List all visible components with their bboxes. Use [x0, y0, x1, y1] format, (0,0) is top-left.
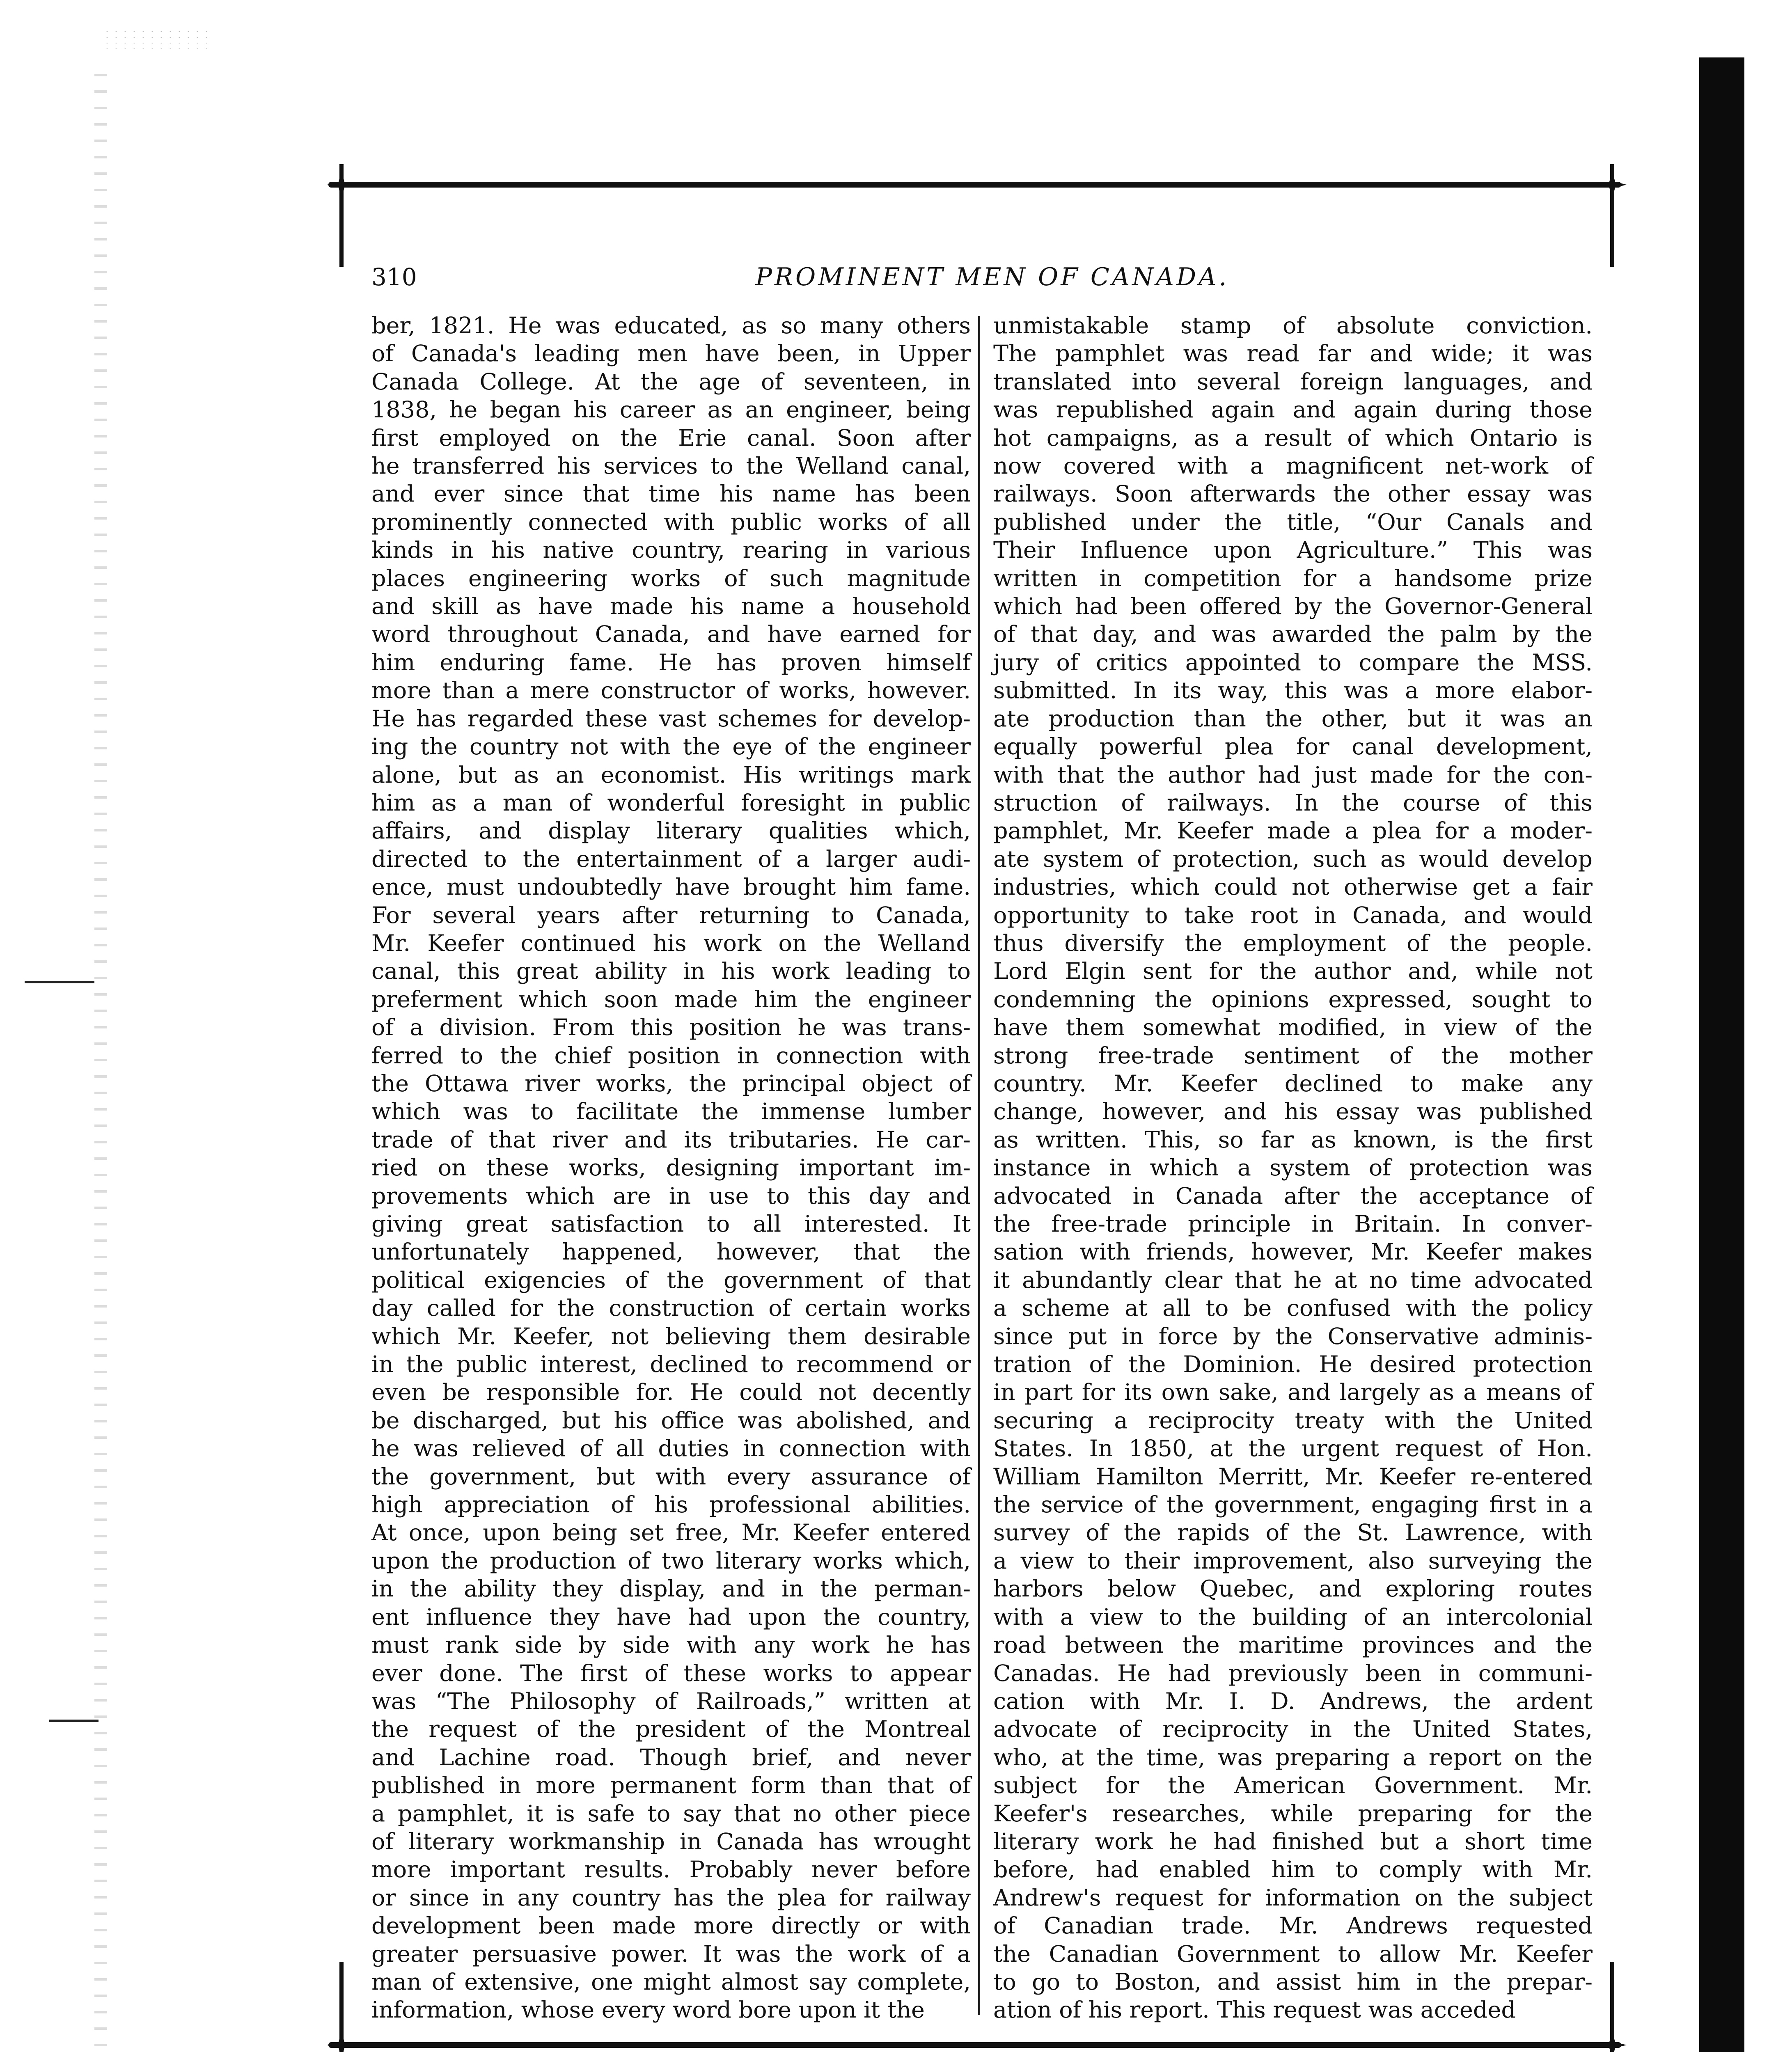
page-header [371, 259, 1613, 295]
text-line: the service of the government, engaging first in a [993, 1491, 1593, 1518]
text-line: information, whose every word bore upon it the [371, 1997, 925, 2024]
text-line: country. Mr. Keefer declined to make any [993, 1070, 1593, 1097]
text-line: condemning the opinions expressed, sought to [993, 986, 1593, 1013]
text-line: of that day, and was awarded the palm by the [993, 621, 1593, 648]
text-line: strong free-trade sentiment of the mother [993, 1042, 1593, 1069]
text-line: ate system of protection, such as would develop [993, 845, 1593, 873]
scanned-page-edge [1699, 57, 1744, 2052]
text-line: instance in which a system of protection was [993, 1154, 1593, 1182]
text-line: provements which are in use to this day and [371, 1182, 971, 1209]
scan-speckle-top-left [103, 29, 209, 53]
text-line: it abundantly clear that he at no time advocated [993, 1266, 1593, 1294]
text-line: hot campaigns, as a result of which Ontario is [993, 424, 1593, 451]
text-line: the free-trade principle in Britain. In conver- [993, 1211, 1593, 1237]
corner-ornament-top-left [327, 170, 356, 199]
text-line: which had been offered by the Governor-General [993, 593, 1593, 620]
text-line: was “The Philosophy of Railroads,” written at [371, 1688, 971, 1715]
text-line: ferred to the chief position in connection with [371, 1042, 971, 1069]
text-line: of a division. From this position he was trans- [371, 1014, 971, 1041]
text-line: opportunity to take root in Canada, and would [993, 902, 1593, 929]
text-line: as written. This, so far as known, is the first [993, 1126, 1593, 1153]
text-line: of Canada's leading men have been, in Upper [371, 340, 971, 367]
text-line: trade of that river and its tributaries. He car- [371, 1126, 971, 1153]
text-line: industries, which could not otherwise get a fair [993, 874, 1593, 901]
text-line: in part for its own sake, and largely as a means of [993, 1379, 1593, 1406]
text-line: with a view to the building of an intercolonial [993, 1603, 1593, 1631]
text-line: advocate of reciprocity in the United States, [993, 1716, 1593, 1743]
text-line: to go to Boston, and assist him in the prepar- [993, 1968, 1593, 1995]
text-line: and skill as have made his name a household [371, 593, 971, 620]
text-line: which Mr. Keefer, not believing them desirable [371, 1323, 971, 1350]
text-line: with that the author had just made for the con- [993, 761, 1593, 788]
text-line: the Canadian Government to allow Mr. Keefer [993, 1940, 1593, 1967]
text-line: tration of the Dominion. He desired protection [993, 1351, 1593, 1378]
text-line: ever done. The first of these works to appear [371, 1660, 971, 1687]
text-line: Mr. Keefer continued his work on the Welland [371, 930, 971, 957]
text-line: even be responsible for. He could not decently [371, 1379, 971, 1406]
text-line: change, however, and his essay was published [993, 1098, 1593, 1125]
text-line: the request of the president of the Montreal [371, 1716, 971, 1743]
text-line: published under the title, “Our Canals and [993, 508, 1593, 536]
text-line: high appreciation of his professional abilities. [371, 1491, 971, 1518]
text-line: upon the production of two literary works which, [371, 1547, 971, 1574]
text-line: a pamphlet, it is safe to say that no other piece [371, 1800, 971, 1827]
text-line: He has regarded these vast schemes for develop- [371, 705, 971, 732]
text-line: kinds in his native country, rearing in various [371, 537, 971, 564]
text-line: ation of his report. This request was acceded [993, 1997, 1516, 2024]
text-line: 1838, he began his career as an engineer, being [371, 396, 971, 424]
text-line: he transferred his services to the Welland canal, [371, 453, 971, 480]
text-column-right [993, 312, 1593, 2024]
text-line: man of extensive, one might almost say complete, [371, 1968, 971, 1995]
scan-speckle-left-margin [94, 74, 107, 2052]
text-line: of Canadian trade. Mr. Andrews requested [993, 1912, 1593, 1940]
text-line: ried on these works, designing important im- [371, 1154, 971, 1182]
text-line: literary work he had finished but a short time [993, 1828, 1593, 1855]
frame-bottom-rule [328, 2042, 1621, 2048]
text-line: was republished again and again during those [993, 396, 1593, 424]
text-line: published in more permanent form than that of [371, 1772, 971, 1799]
text-line: subject for the American Government. Mr. [993, 1772, 1593, 1799]
page-number: 310 [371, 263, 417, 291]
text-line: more than a mere constructor of works, however. [371, 677, 971, 704]
text-line: him as a man of wonderful foresight in public [371, 789, 971, 816]
margin-mark [25, 981, 94, 983]
text-line: a scheme at all to be confused with the policy [993, 1295, 1593, 1322]
text-line: unfortunately happened, however, that the [371, 1239, 971, 1266]
text-line: he was relieved of all duties in connection with [371, 1435, 971, 1462]
text-line: in the public interest, declined to recommend or [371, 1351, 971, 1378]
text-line: pamphlet, Mr. Keefer made a plea for a moder- [993, 818, 1593, 845]
text-line: advocated in Canada after the acceptance of [993, 1182, 1593, 1209]
text-line: At once, upon being set free, Mr. Keefer entered [371, 1519, 971, 1546]
text-line: have them somewhat modified, in view of the [993, 1014, 1593, 1041]
text-line: Canada College. At the age of seventeen, in [371, 368, 971, 395]
text-line: greater persuasive power. It was the work of a [371, 1940, 971, 1967]
text-line: unmistakable stamp of absolute conviction. [993, 312, 1593, 339]
text-line: the Ottawa river works, the principal object of [371, 1070, 971, 1097]
text-line: ate production than the other, but it was an [993, 705, 1593, 732]
text-line: the government, but with every assurance of [371, 1463, 971, 1490]
text-line: directed to the entertainment of a larger audi- [371, 845, 971, 873]
text-line: and Lachine road. Though brief, and never [371, 1744, 971, 1771]
text-line: more important results. Probably never before [371, 1856, 971, 1883]
text-line: written in competition for a handsome prize [993, 565, 1593, 592]
text-line: railways. Soon afterwards the other essay was [993, 481, 1593, 508]
corner-ornament-bottom-right [1598, 2031, 1627, 2052]
column-divider [978, 316, 980, 2015]
text-line: political exigencies of the government of that [371, 1266, 971, 1294]
text-line: prominently connected with public works of all [371, 508, 971, 536]
text-line: of literary workmanship in Canada has wrought [371, 1828, 971, 1855]
corner-ornament-bottom-left [327, 2031, 356, 2052]
text-line: who, at the time, was preparing a report on the [993, 1744, 1593, 1771]
text-line: word throughout Canada, and have earned for [371, 621, 971, 648]
text-line: cation with Mr. I. D. Andrews, the ardent [993, 1688, 1593, 1715]
margin-mark [49, 1720, 99, 1722]
text-line: States. In 1850, at the urgent request of Hon. [993, 1435, 1593, 1462]
text-line: Keefer's researches, while preparing for the [993, 1800, 1593, 1827]
text-line: a view to their improvement, also surveying the [993, 1547, 1593, 1574]
text-line: ent influence they have had upon the country, [371, 1603, 971, 1631]
text-line: Andrew's request for information on the subject [993, 1884, 1593, 1911]
text-line: or since in any country has the plea for railway [371, 1884, 971, 1911]
text-line: first employed on the Erie canal. Soon after [371, 424, 971, 451]
text-line: Their Influence upon Agriculture.” This was [993, 537, 1593, 564]
text-line: survey of the rapids of the St. Lawrence, with [993, 1519, 1593, 1546]
text-line: ence, must undoubtedly have brought him fame. [371, 874, 971, 901]
text-line: now covered with a magnificent net-work of [993, 453, 1593, 480]
text-column-left [371, 312, 971, 2024]
text-line: Lord Elgin sent for the author and, while not [993, 958, 1593, 985]
text-line: and ever since that time his name has been [371, 481, 971, 508]
text-line: securing a reciprocity treaty with the United [993, 1407, 1593, 1434]
text-line: in the ability they display, and in the perman- [371, 1576, 971, 1603]
text-line: ber, 1821. He was educated, as so many others [371, 312, 971, 339]
text-line: sation with friends, however, Mr. Keefer makes [993, 1239, 1593, 1266]
text-line: alone, but as an economist. His writings mark [371, 761, 971, 788]
text-line: submitted. In its way, this was a more elabor- [993, 677, 1593, 704]
text-line: affairs, and display literary qualities which, [371, 818, 971, 845]
text-line: must rank side by side with any work he has [371, 1632, 971, 1659]
text-line: road between the maritime provinces and the [993, 1632, 1593, 1659]
text-line: preferment which soon made him the engineer [371, 986, 971, 1013]
text-line: translated into several foreign languages, and [993, 368, 1593, 395]
text-line: William Hamilton Merritt, Mr. Keefer re-entered [993, 1463, 1593, 1490]
text-line: him enduring fame. He has proven himself [371, 649, 971, 676]
corner-ornament-top-right [1598, 170, 1627, 199]
text-line: For several years after returning to Canada, [371, 902, 971, 929]
text-line: since put in force by the Conservative adminis- [993, 1323, 1593, 1350]
text-line: Canadas. He had previously been in communi- [993, 1660, 1593, 1687]
text-line: places engineering works of such magnitude [371, 565, 971, 592]
text-line: struction of railways. In the course of this [993, 789, 1593, 816]
text-line: harbors below Quebec, and exploring routes [993, 1576, 1593, 1603]
text-line: jury of critics appointed to compare the MSS. [993, 649, 1593, 676]
text-line: be discharged, but his office was abolished, and [371, 1407, 971, 1434]
text-line: equally powerful plea for canal development, [993, 733, 1593, 760]
text-line: giving great satisfaction to all interested. It [371, 1211, 971, 1237]
text-line: ing the country not with the eye of the engineer [371, 733, 971, 760]
text-line: day called for the construction of certain works [371, 1295, 971, 1322]
text-line: before, had enabled him to comply with Mr. [993, 1856, 1593, 1883]
frame-top-rule [328, 182, 1621, 188]
running-title: PROMINENT MEN OF CANADA. [755, 263, 1229, 291]
text-line: canal, this great ability in his work leading to [371, 958, 971, 985]
text-line: The pamphlet was read far and wide; it was [993, 340, 1593, 367]
text-line: which was to facilitate the immense lumber [371, 1098, 971, 1125]
text-line: thus diversify the employment of the people. [993, 930, 1593, 957]
text-line: development been made more directly or with [371, 1912, 971, 1940]
